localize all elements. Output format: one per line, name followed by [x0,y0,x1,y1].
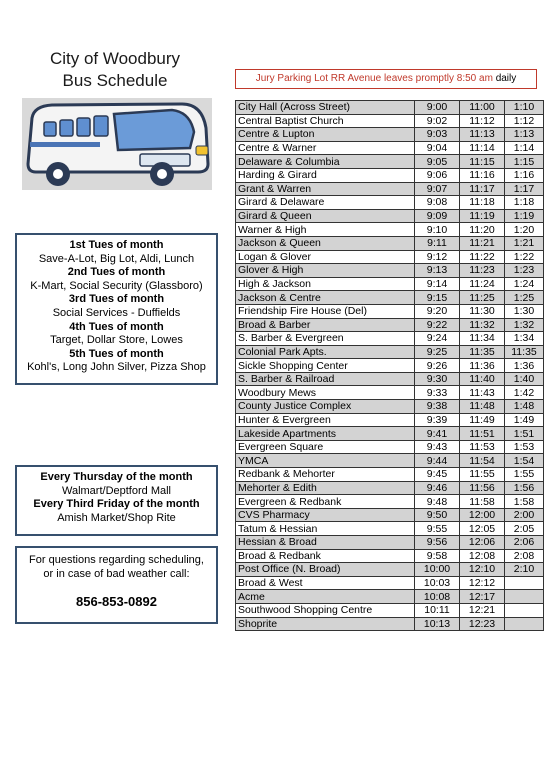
time-3: 1:23 [505,264,544,278]
schedule-row [236,617,544,631]
schedule-row [236,318,544,332]
stop-name: County Justice Complex [236,400,415,414]
bus-icon [22,98,212,190]
time-3: 1:20 [505,223,544,237]
time-2: 11:35 [460,345,505,359]
trip-heading: Every Thursday of the month [40,471,193,483]
time-3: 11:35 [505,345,544,359]
time-1: 9:50 [415,508,460,522]
time-1: 9:02 [415,114,460,128]
schedule-row [236,468,544,482]
time-3 [505,617,544,631]
stop-name: Woodbury Mews [236,386,415,400]
time-2: 11:14 [460,141,505,155]
schedule-row [236,223,544,237]
stop-name: Redbank & Mehorter [236,468,415,482]
time-3: 2:06 [505,536,544,550]
time-3: 1:49 [505,413,544,427]
time-1: 10:13 [415,617,460,631]
time-3: 1:34 [505,332,544,346]
time-2: 11:19 [460,209,505,223]
time-1: 9:58 [415,549,460,563]
schedule-row [236,386,544,400]
time-2: 12:10 [460,563,505,577]
time-1: 9:39 [415,413,460,427]
title-line-1: City of Woodbury [49,49,181,68]
schedule-row [236,114,544,128]
time-2: 11:40 [460,372,505,386]
schedule-row [236,277,544,291]
time-3: 1:12 [505,114,544,128]
stop-name: Hessian & Broad [236,536,415,550]
time-1: 9:15 [415,291,460,305]
time-3: 1:21 [505,236,544,250]
weekly-stops-box [15,465,218,536]
schedule-row [236,332,544,346]
time-1: 9:55 [415,522,460,536]
stop-name: Tatum & Hessian [236,522,415,536]
schedule-row [236,603,544,617]
time-1: 9:07 [415,182,460,196]
time-3: 1:48 [505,400,544,414]
schedule-row [236,196,544,210]
stop-name: Hunter & Evergreen [236,413,415,427]
phone-number: 856-853-0892 [76,594,157,610]
time-1: 9:38 [415,400,460,414]
time-1: 9:26 [415,359,460,373]
time-2: 11:58 [460,495,505,509]
schedule-row [236,128,544,142]
schedule-row [236,155,544,169]
time-1: 9:44 [415,454,460,468]
time-2: 11:00 [460,101,505,115]
time-2: 12:21 [460,603,505,617]
banner-text: Jury Parking Lot RR Avenue leaves promptly 8:50 am [255,73,493,84]
trip-heading: 5th Tues of month [69,347,164,360]
time-2: 11:16 [460,168,505,182]
schedule-row [236,413,544,427]
time-3: 1:32 [505,318,544,332]
schedule-row [236,495,544,509]
time-1: 9:33 [415,386,460,400]
time-2: 11:53 [460,440,505,454]
time-3 [505,603,544,617]
time-1: 9:25 [415,345,460,359]
time-2: 11:24 [460,277,505,291]
time-2: 11:55 [460,468,505,482]
stop-name: Lakeside Apartments [236,427,415,441]
time-2: 11:48 [460,400,505,414]
schedule-row [236,372,544,386]
stop-name: City Hall (Across Street) [236,101,415,115]
schedule-row [236,536,544,550]
time-2: 12:17 [460,590,505,604]
stop-name: Evergreen Square [236,440,415,454]
time-3: 1:56 [505,481,544,495]
time-3: 1:17 [505,182,544,196]
time-1: 9:41 [415,427,460,441]
time-3: 1:16 [505,168,544,182]
time-1: 9:43 [415,440,460,454]
time-1: 9:56 [415,536,460,550]
time-3: 1:36 [505,359,544,373]
schedule-row [236,264,544,278]
time-2: 11:32 [460,318,505,332]
time-2: 12:23 [460,617,505,631]
time-1: 9:11 [415,236,460,250]
time-2: 12:06 [460,536,505,550]
time-2: 11:13 [460,128,505,142]
time-1: 9:00 [415,101,460,115]
schedule-row [236,141,544,155]
time-2: 12:08 [460,549,505,563]
time-3 [505,576,544,590]
time-2: 11:43 [460,386,505,400]
time-2: 12:12 [460,576,505,590]
schedule-row [236,209,544,223]
schedule-row [236,304,544,318]
schedule-row [236,345,544,359]
departure-banner [235,69,537,89]
time-1: 9:06 [415,168,460,182]
stop-name: Sickle Shopping Center [236,359,415,373]
trip-destinations: Amish Market/Shop Rite [57,511,176,524]
trip-destinations: Save-A-Lot, Big Lot, Aldi, Lunch [38,252,195,265]
schedule-row [236,291,544,305]
time-3: 1:42 [505,386,544,400]
time-2: 11:18 [460,196,505,210]
time-3: 1:51 [505,427,544,441]
trip-heading: 1st Tues of month [69,239,164,251]
schedule-row [236,440,544,454]
stop-name: Shoprite [236,617,415,631]
schedule-row [236,250,544,264]
time-1: 9:13 [415,264,460,278]
time-1: 9:09 [415,209,460,223]
time-1: 9:03 [415,128,460,142]
time-1: 9:45 [415,468,460,482]
time-2: 11:20 [460,223,505,237]
stop-name: Centre & Lupton [236,128,415,142]
time-2: 11:36 [460,359,505,373]
time-2: 11:25 [460,291,505,305]
time-1: 9:24 [415,332,460,346]
time-1: 9:10 [415,223,460,237]
time-2: 11:17 [460,182,505,196]
time-3: 1:54 [505,454,544,468]
schedule-row [236,168,544,182]
time-3: 2:08 [505,549,544,563]
time-2: 11:49 [460,413,505,427]
time-1: 10:08 [415,590,460,604]
schedule-row [236,454,544,468]
time-3: 1:40 [505,372,544,386]
schedule-table [235,100,544,631]
trip-destinations: Walmart/Deptford Mall [61,484,171,497]
time-3: 1:24 [505,277,544,291]
time-2: 11:21 [460,236,505,250]
schedule-row [236,182,544,196]
time-1: 9:08 [415,196,460,210]
time-1: 9:48 [415,495,460,509]
time-3 [505,590,544,604]
time-2: 11:51 [460,427,505,441]
monthly-stops-box [15,233,218,385]
schedule-row [236,400,544,414]
stop-name: S. Barber & Evergreen [236,332,415,346]
schedule-row [236,563,544,577]
time-3: 1:22 [505,250,544,264]
time-3: 1:58 [505,495,544,509]
time-3: 2:05 [505,522,544,536]
time-2: 11:34 [460,332,505,346]
stop-name: Warner & High [236,223,415,237]
trip-destinations: Target, Dollar Store, Lowes [50,334,183,347]
time-2: 11:12 [460,114,505,128]
contact-box [15,546,218,624]
stop-name: Central Baptist Church [236,114,415,128]
time-3: 1:10 [505,101,544,115]
stop-name: Harding & Girard [236,168,415,182]
banner-emph: daily [495,73,517,84]
stop-name: S. Barber & Railroad [236,372,415,386]
schedule-row [236,522,544,536]
stop-name: Southwood Shopping Centre [236,603,415,617]
time-1: 10:03 [415,576,460,590]
trip-heading: 4th Tues of month [69,320,164,333]
stop-name: Broad & West [236,576,415,590]
time-2: 11:22 [460,250,505,264]
time-3: 2:10 [505,563,544,577]
time-1: 9:20 [415,304,460,318]
time-2: 11:15 [460,155,505,169]
time-3: 1:30 [505,304,544,318]
time-3: 1:55 [505,468,544,482]
time-3: 1:53 [505,440,544,454]
stop-name: Evergreen & Redbank [236,495,415,509]
trip-heading: Every Third Friday of the month [33,498,200,511]
time-1: 9:22 [415,318,460,332]
time-1: 9:14 [415,277,460,291]
schedule-row [236,359,544,373]
stop-name: Grant & Warren [236,182,415,196]
trip-heading: 3rd Tues of month [68,293,165,306]
time-1: 9:46 [415,481,460,495]
stop-name: Glover & High [236,264,415,278]
stop-name: Delaware & Columbia [236,155,415,169]
schedule-row [236,101,544,115]
time-2: 11:30 [460,304,505,318]
title-line-2: Bus Schedule [62,71,168,90]
time-2: 11:23 [460,264,505,278]
stop-name: CVS Pharmacy [236,508,415,522]
contact-line-1: For questions regarding scheduling, [29,554,204,566]
time-1: 10:00 [415,563,460,577]
stop-name: Acme [236,590,415,604]
time-1: 9:05 [415,155,460,169]
stop-name: YMCA [236,454,415,468]
time-3: 1:25 [505,291,544,305]
stop-name: Friendship Fire House (Del) [236,304,415,318]
time-1: 9:04 [415,141,460,155]
time-3: 1:14 [505,141,544,155]
stop-name: Mehorter & Edith [236,481,415,495]
stop-name: Jackson & Centre [236,291,415,305]
trip-destinations: Social Services - Duffields [52,306,181,319]
trip-heading: 2nd Tues of month [67,266,166,279]
schedule-row [236,427,544,441]
time-3: 1:18 [505,196,544,210]
schedule-row [236,576,544,590]
schedule-row [236,508,544,522]
time-1: 10:11 [415,603,460,617]
stop-name: Post Office (N. Broad) [236,563,415,577]
time-2: 11:54 [460,454,505,468]
stop-name: Broad & Barber [236,318,415,332]
time-2: 11:56 [460,481,505,495]
stop-name: High & Jackson [236,277,415,291]
time-2: 12:05 [460,522,505,536]
schedule-row [236,549,544,563]
time-2: 12:00 [460,508,505,522]
stop-name: Girard & Queen [236,209,415,223]
trip-destinations: Kohl's, Long John Silver, Pizza Shop [27,361,206,374]
time-3: 1:15 [505,155,544,169]
trip-destinations: K-Mart, Social Security (Glassboro) [30,279,203,292]
time-1: 9:30 [415,372,460,386]
stop-name: Logan & Glover [236,250,415,264]
time-3: 1:19 [505,209,544,223]
time-3: 1:13 [505,128,544,142]
schedule-row [236,236,544,250]
time-3: 2:00 [505,508,544,522]
schedule-row [236,481,544,495]
contact-line-2: or in case of bad weather call: [43,567,190,580]
time-1: 9:12 [415,250,460,264]
stop-name: Jackson & Queen [236,236,415,250]
stop-name: Centre & Warner [236,141,415,155]
stop-name: Girard & Delaware [236,196,415,210]
stop-name: Colonial Park Apts. [236,345,415,359]
stop-name: Broad & Redbank [236,549,415,563]
page-title [20,48,210,92]
schedule-row [236,590,544,604]
schedule-body [236,101,544,631]
